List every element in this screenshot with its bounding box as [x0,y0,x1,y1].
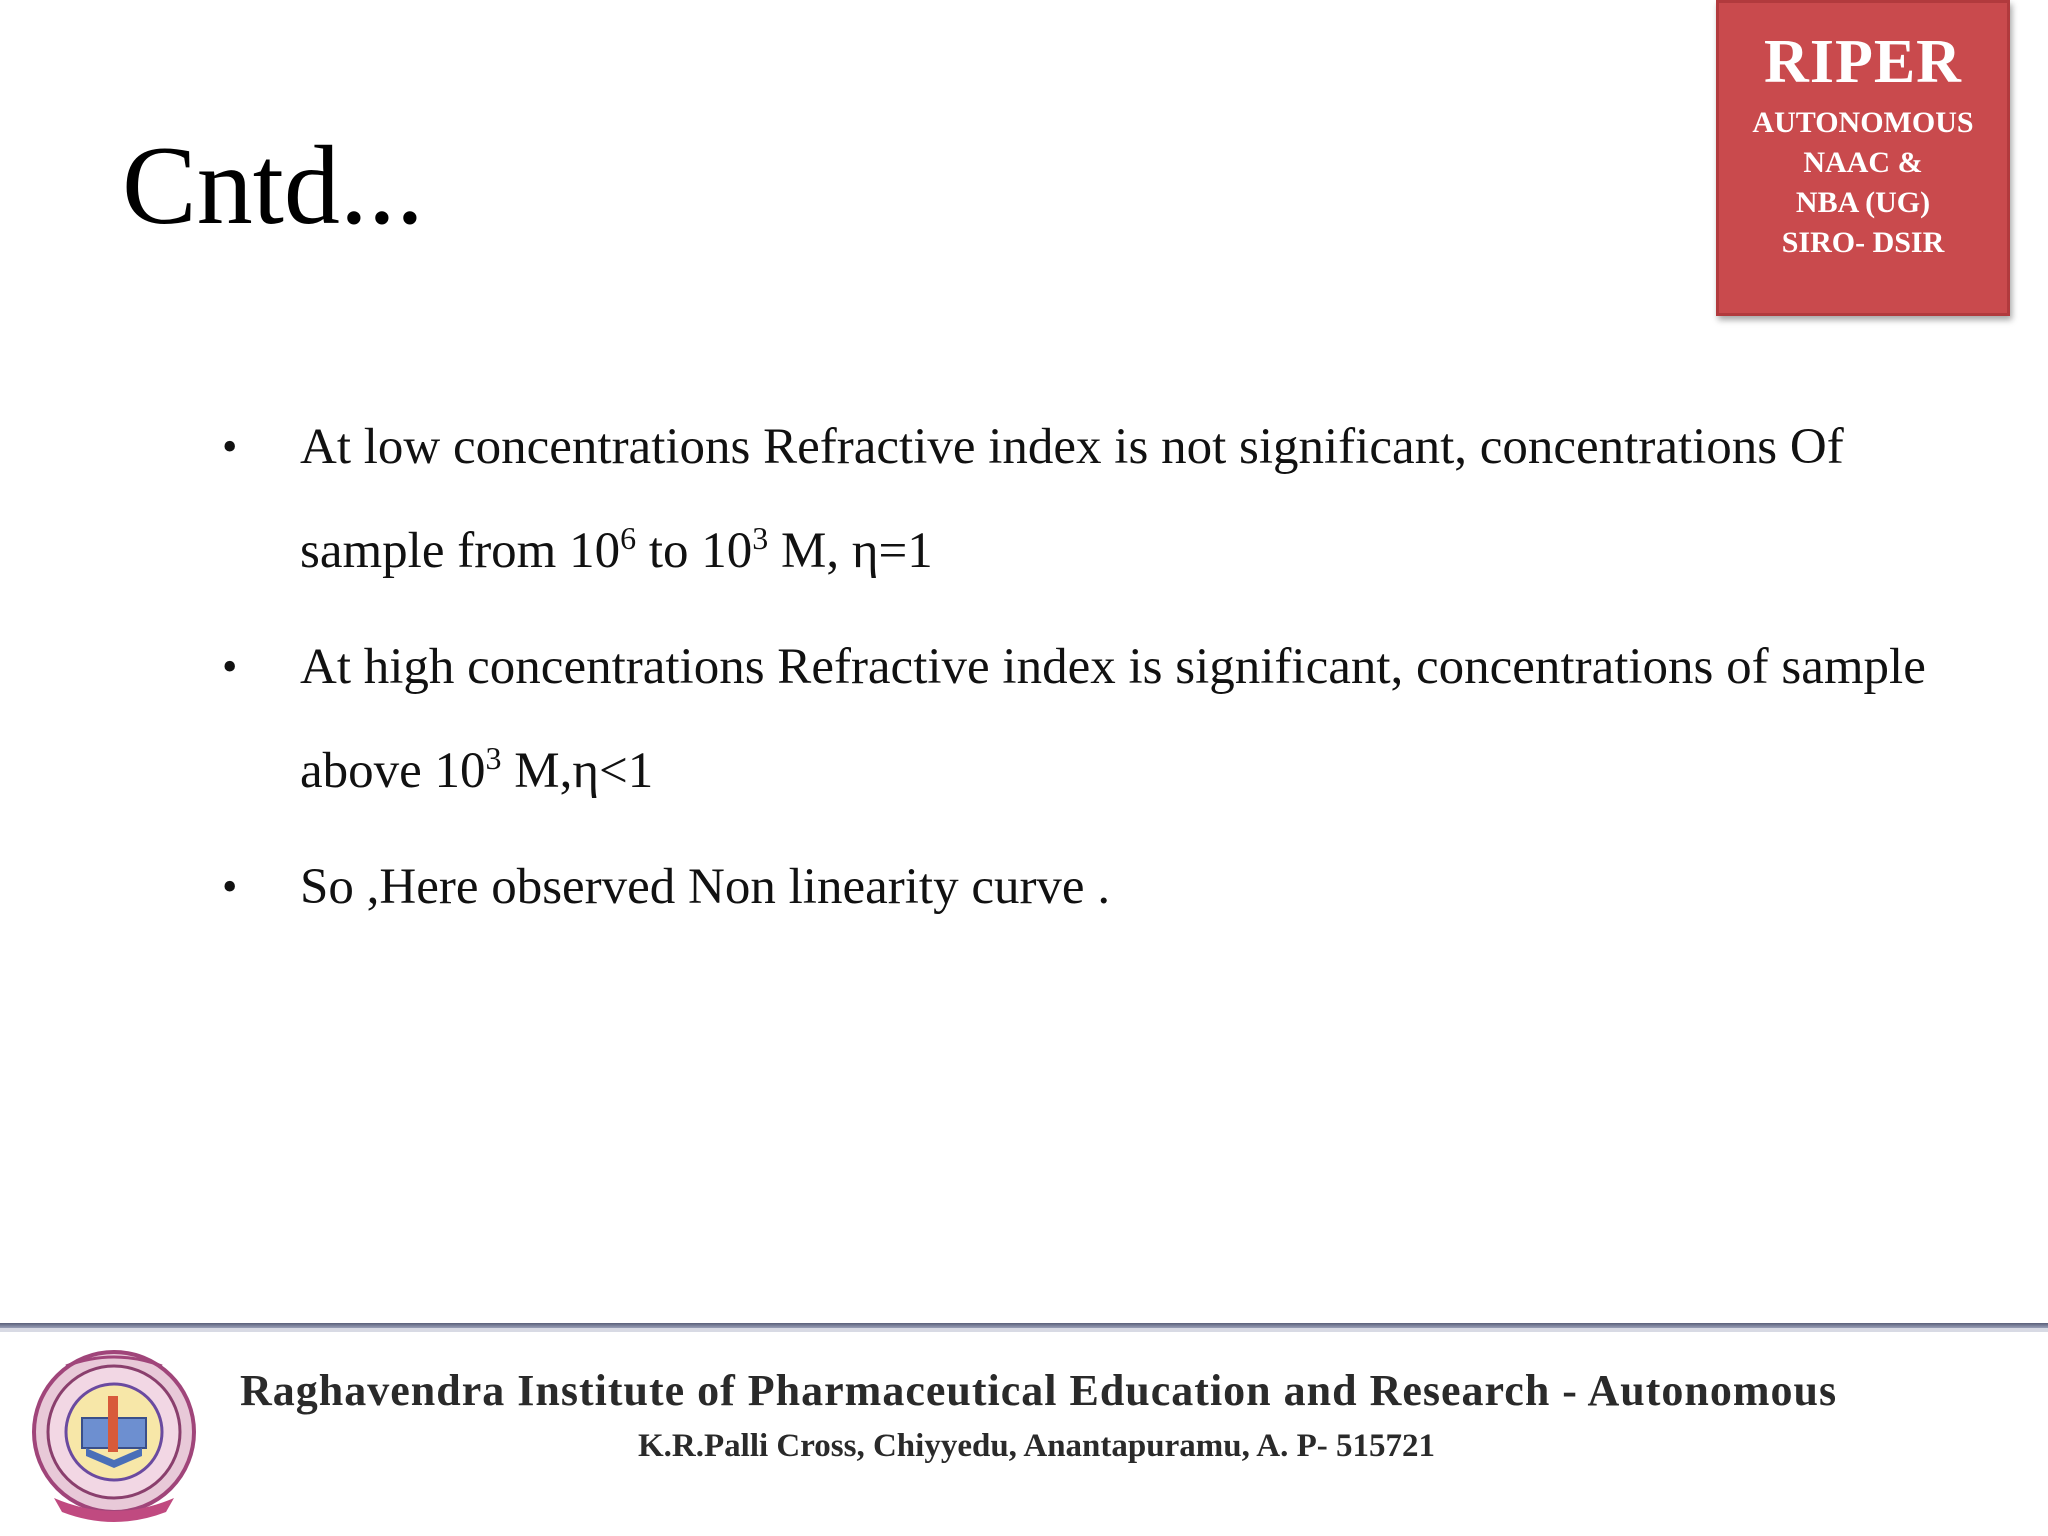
superscript: 6 [620,520,637,556]
badge-lines [1719,103,2007,263]
slide-title: Cntd... [122,124,424,248]
text-run: M, η=1 [768,523,933,579]
bullet-marker: • [222,642,238,691]
footer-institute-name: Raghavendra Institute of Pharmaceutical Education and Research - Autonomous [240,1366,1838,1415]
badge-line: SIRO- DSIR [1781,226,1945,259]
institute-seal-icon [26,1348,202,1524]
badge-title: RIPER [1764,28,1962,96]
riper-badge [1716,0,2010,316]
footer-address: K.R.Palli Cross, Chiyyedu, Anantapuramu, A. P- 515721 [638,1428,1435,1464]
footer-divider-shadow [0,1328,2048,1332]
badge-line: NBA (UG) [1795,186,1931,219]
superscript: 3 [752,520,769,556]
superscript: 3 [485,740,502,776]
bullet-list [218,395,1938,951]
bullet-text [300,419,1844,579]
bullet-text [300,639,1926,799]
text-run: So ,Here observed Non linearity curve . [300,859,1111,915]
bullet-item [218,395,1938,603]
text-run: At high concentrations Refractive index is significant, concentrations of sample above 10 [300,639,1926,799]
bullet-item [218,835,1938,939]
bullet-marker: • [222,862,238,911]
badge-line: NAAC & [1803,146,1923,179]
bullet-marker: • [222,422,238,471]
text-run: At low concentrations Refractive index is not significant, concentrations Of sample from 10 [300,419,1844,579]
bullet-item [218,615,1938,823]
text-run: M,η<1 [501,743,654,799]
bullet-text [300,859,1110,915]
text-run: to 10 [636,523,753,579]
badge-line: AUTONOMOUS [1752,106,1974,139]
